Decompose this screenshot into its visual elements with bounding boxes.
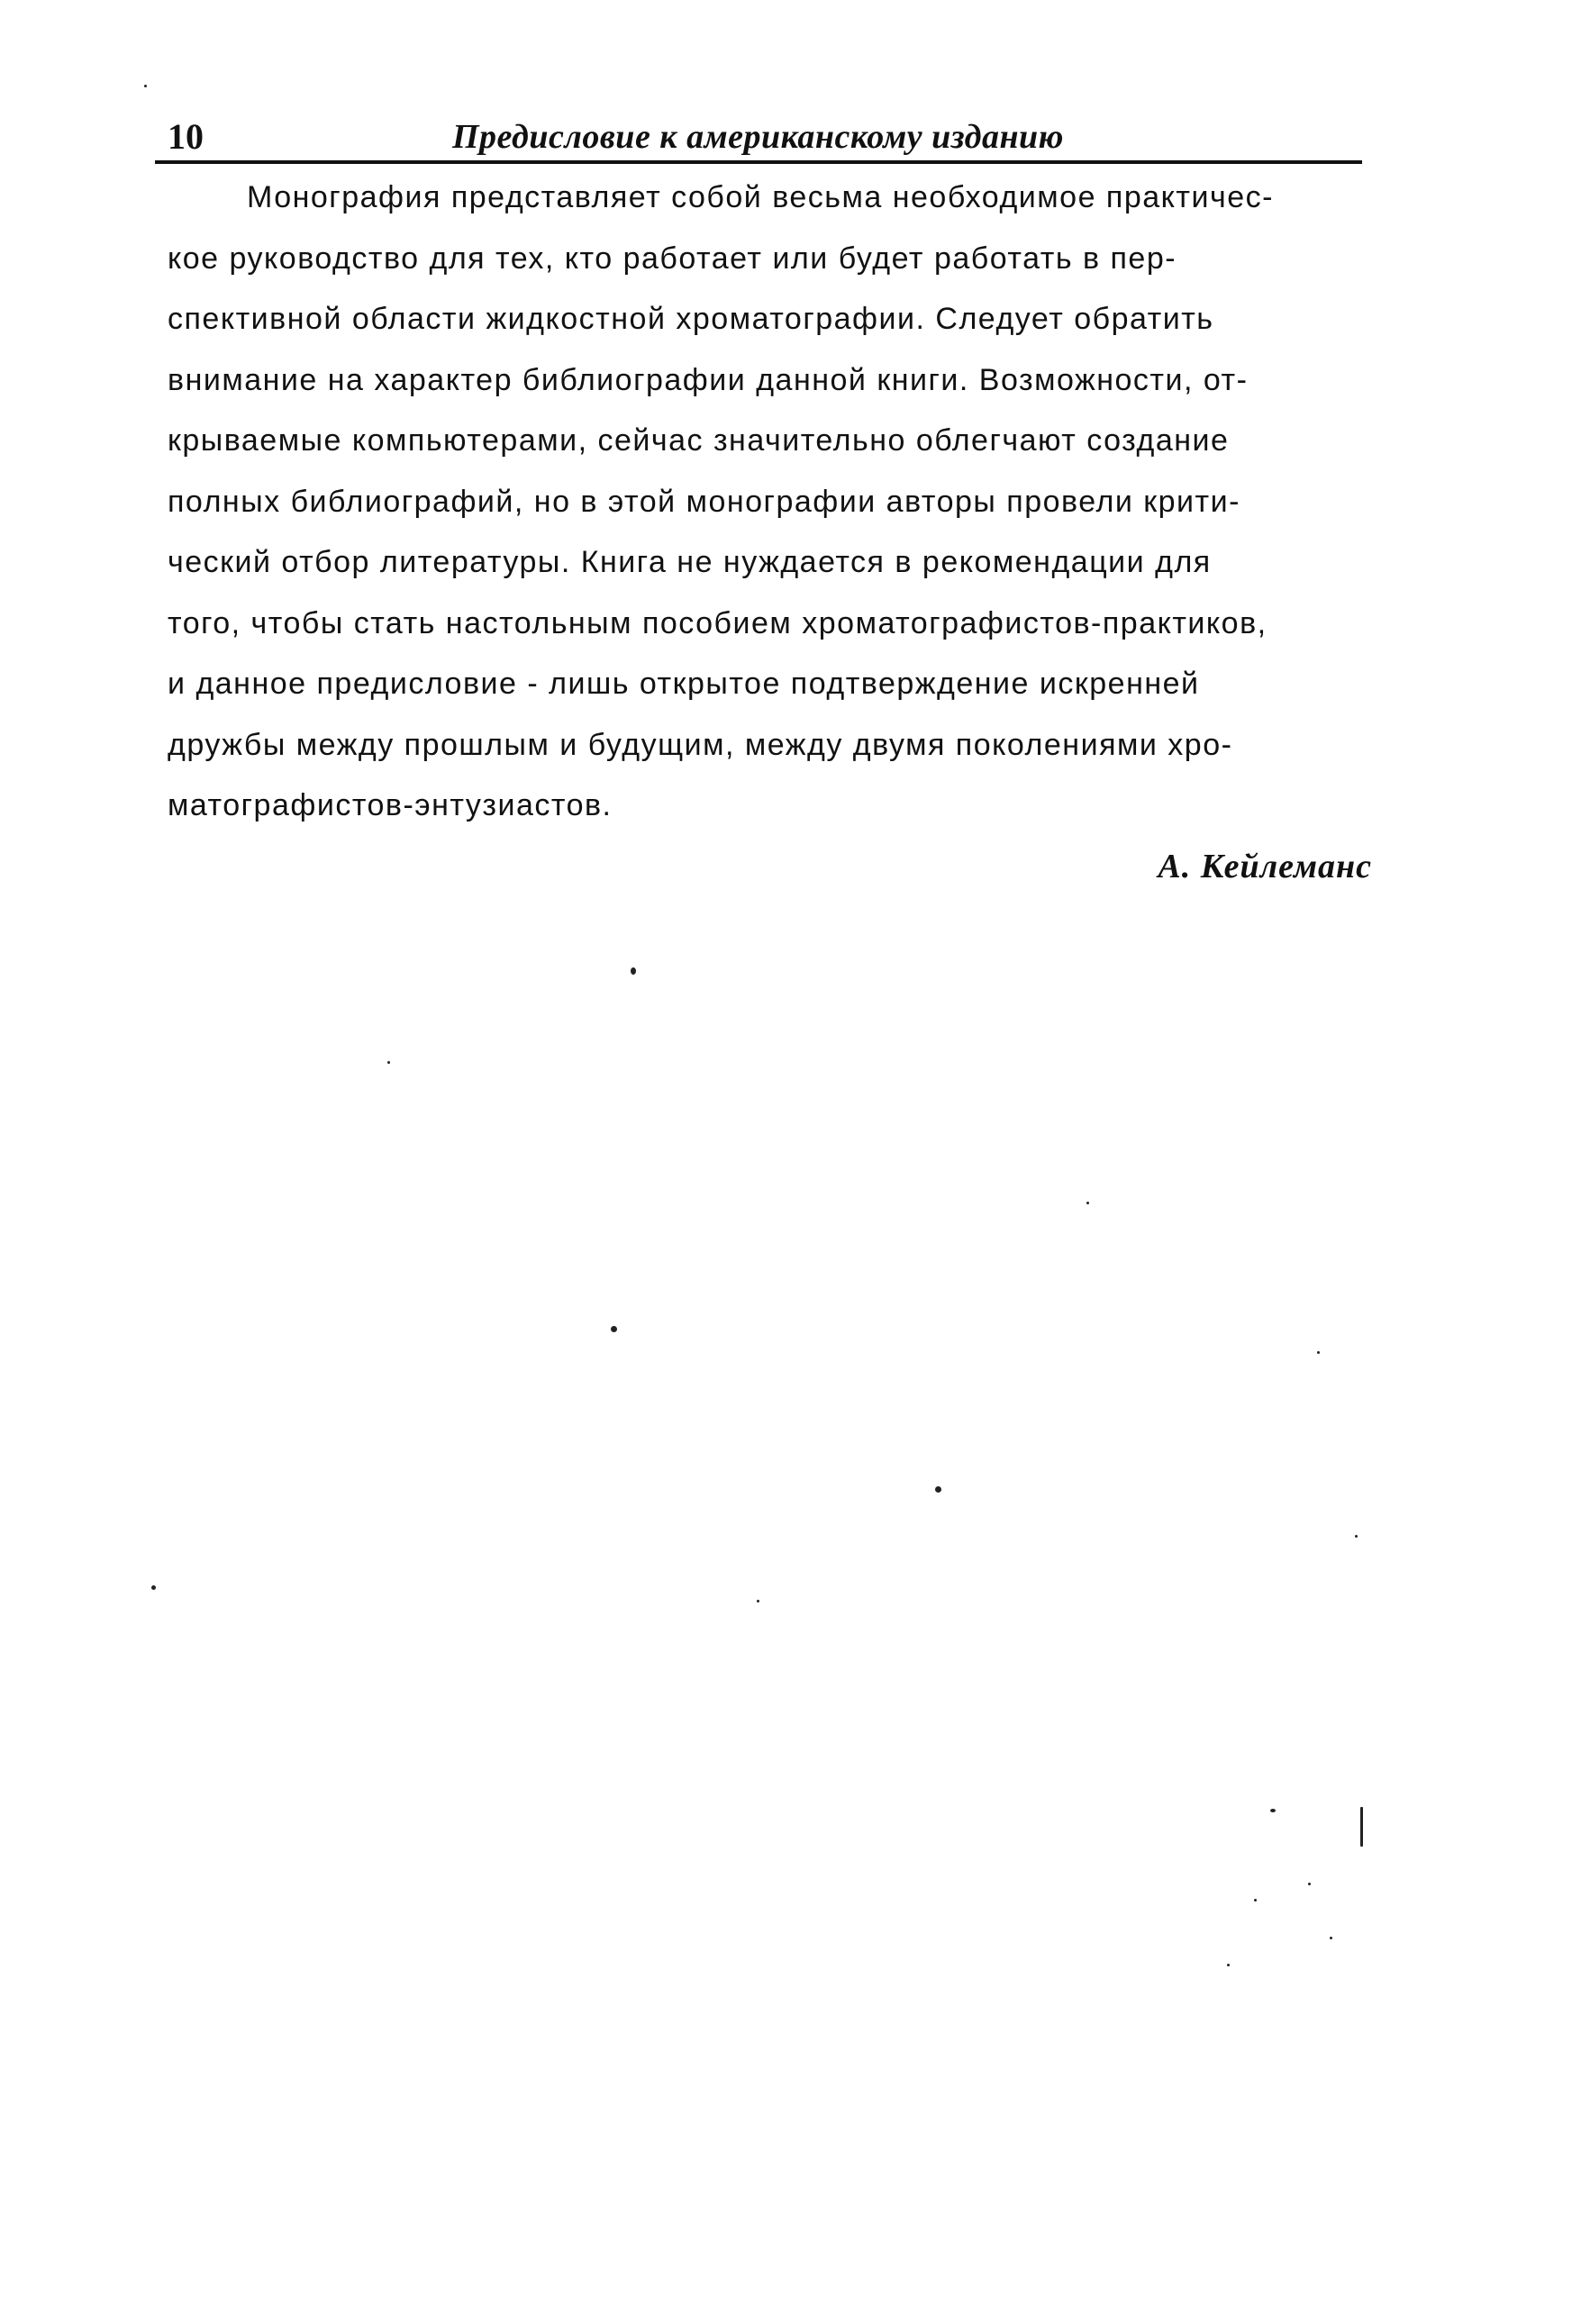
text-line-3: спективной области жидкостной хроматографии. Следует обратить <box>168 302 1214 336</box>
scan-speck <box>1317 1351 1320 1354</box>
scan-speck <box>611 1326 617 1332</box>
preface-paragraph <box>168 168 1366 837</box>
scan-speck <box>387 1061 390 1064</box>
text-line-4: внимание на характер библиографии данной книги. Возможности, от- <box>168 362 1249 397</box>
scan-speck <box>631 967 636 975</box>
text-line-5: крываемые компьютерами, сейчас значительно облегчают создание <box>168 423 1230 458</box>
text-line-8: того, чтобы стать настольным пособием хроматографистов-практиков, <box>168 605 1268 640</box>
scan-speck <box>1360 1807 1363 1847</box>
text-line-2: кое руководство для тех, кто работает или будет работать в пер- <box>168 241 1177 276</box>
scan-speck <box>1330 1937 1332 1939</box>
page-header <box>155 110 1362 164</box>
scan-speck <box>1254 1899 1257 1902</box>
running-head: Предисловие к американскому изданию <box>452 118 1064 156</box>
scan-speck <box>1270 1809 1276 1812</box>
text-line-11: матографистов-энтузиастов. <box>168 788 613 822</box>
scan-speck <box>935 1486 941 1493</box>
text-line-10: дружбы между прошлым и будущим, между двумя поколениями хро- <box>168 727 1233 762</box>
text-line-9: и данное предисловие - лишь открытое подтверждение искренней <box>168 667 1200 701</box>
signature: А. Кейлеманс <box>1158 848 1372 885</box>
text-line-6: полных библиографий, но в этой монографии авторы провели крити- <box>168 484 1240 519</box>
scan-speck <box>144 85 147 87</box>
text-line-1: Монография представляет собой весьма необходимое практичес- <box>247 180 1274 214</box>
scan-speck <box>1086 1202 1089 1204</box>
scan-speck <box>1227 1964 1230 1966</box>
scan-speck <box>1308 1883 1311 1885</box>
page-number: 10 <box>168 116 204 157</box>
text-line-7: ческий отбор литературы. Книга не нуждается в рекомендации для <box>168 545 1212 579</box>
scan-speck <box>1355 1535 1358 1538</box>
header-rule <box>155 160 1362 164</box>
scan-speck <box>151 1585 156 1590</box>
scan-speck <box>757 1600 759 1602</box>
